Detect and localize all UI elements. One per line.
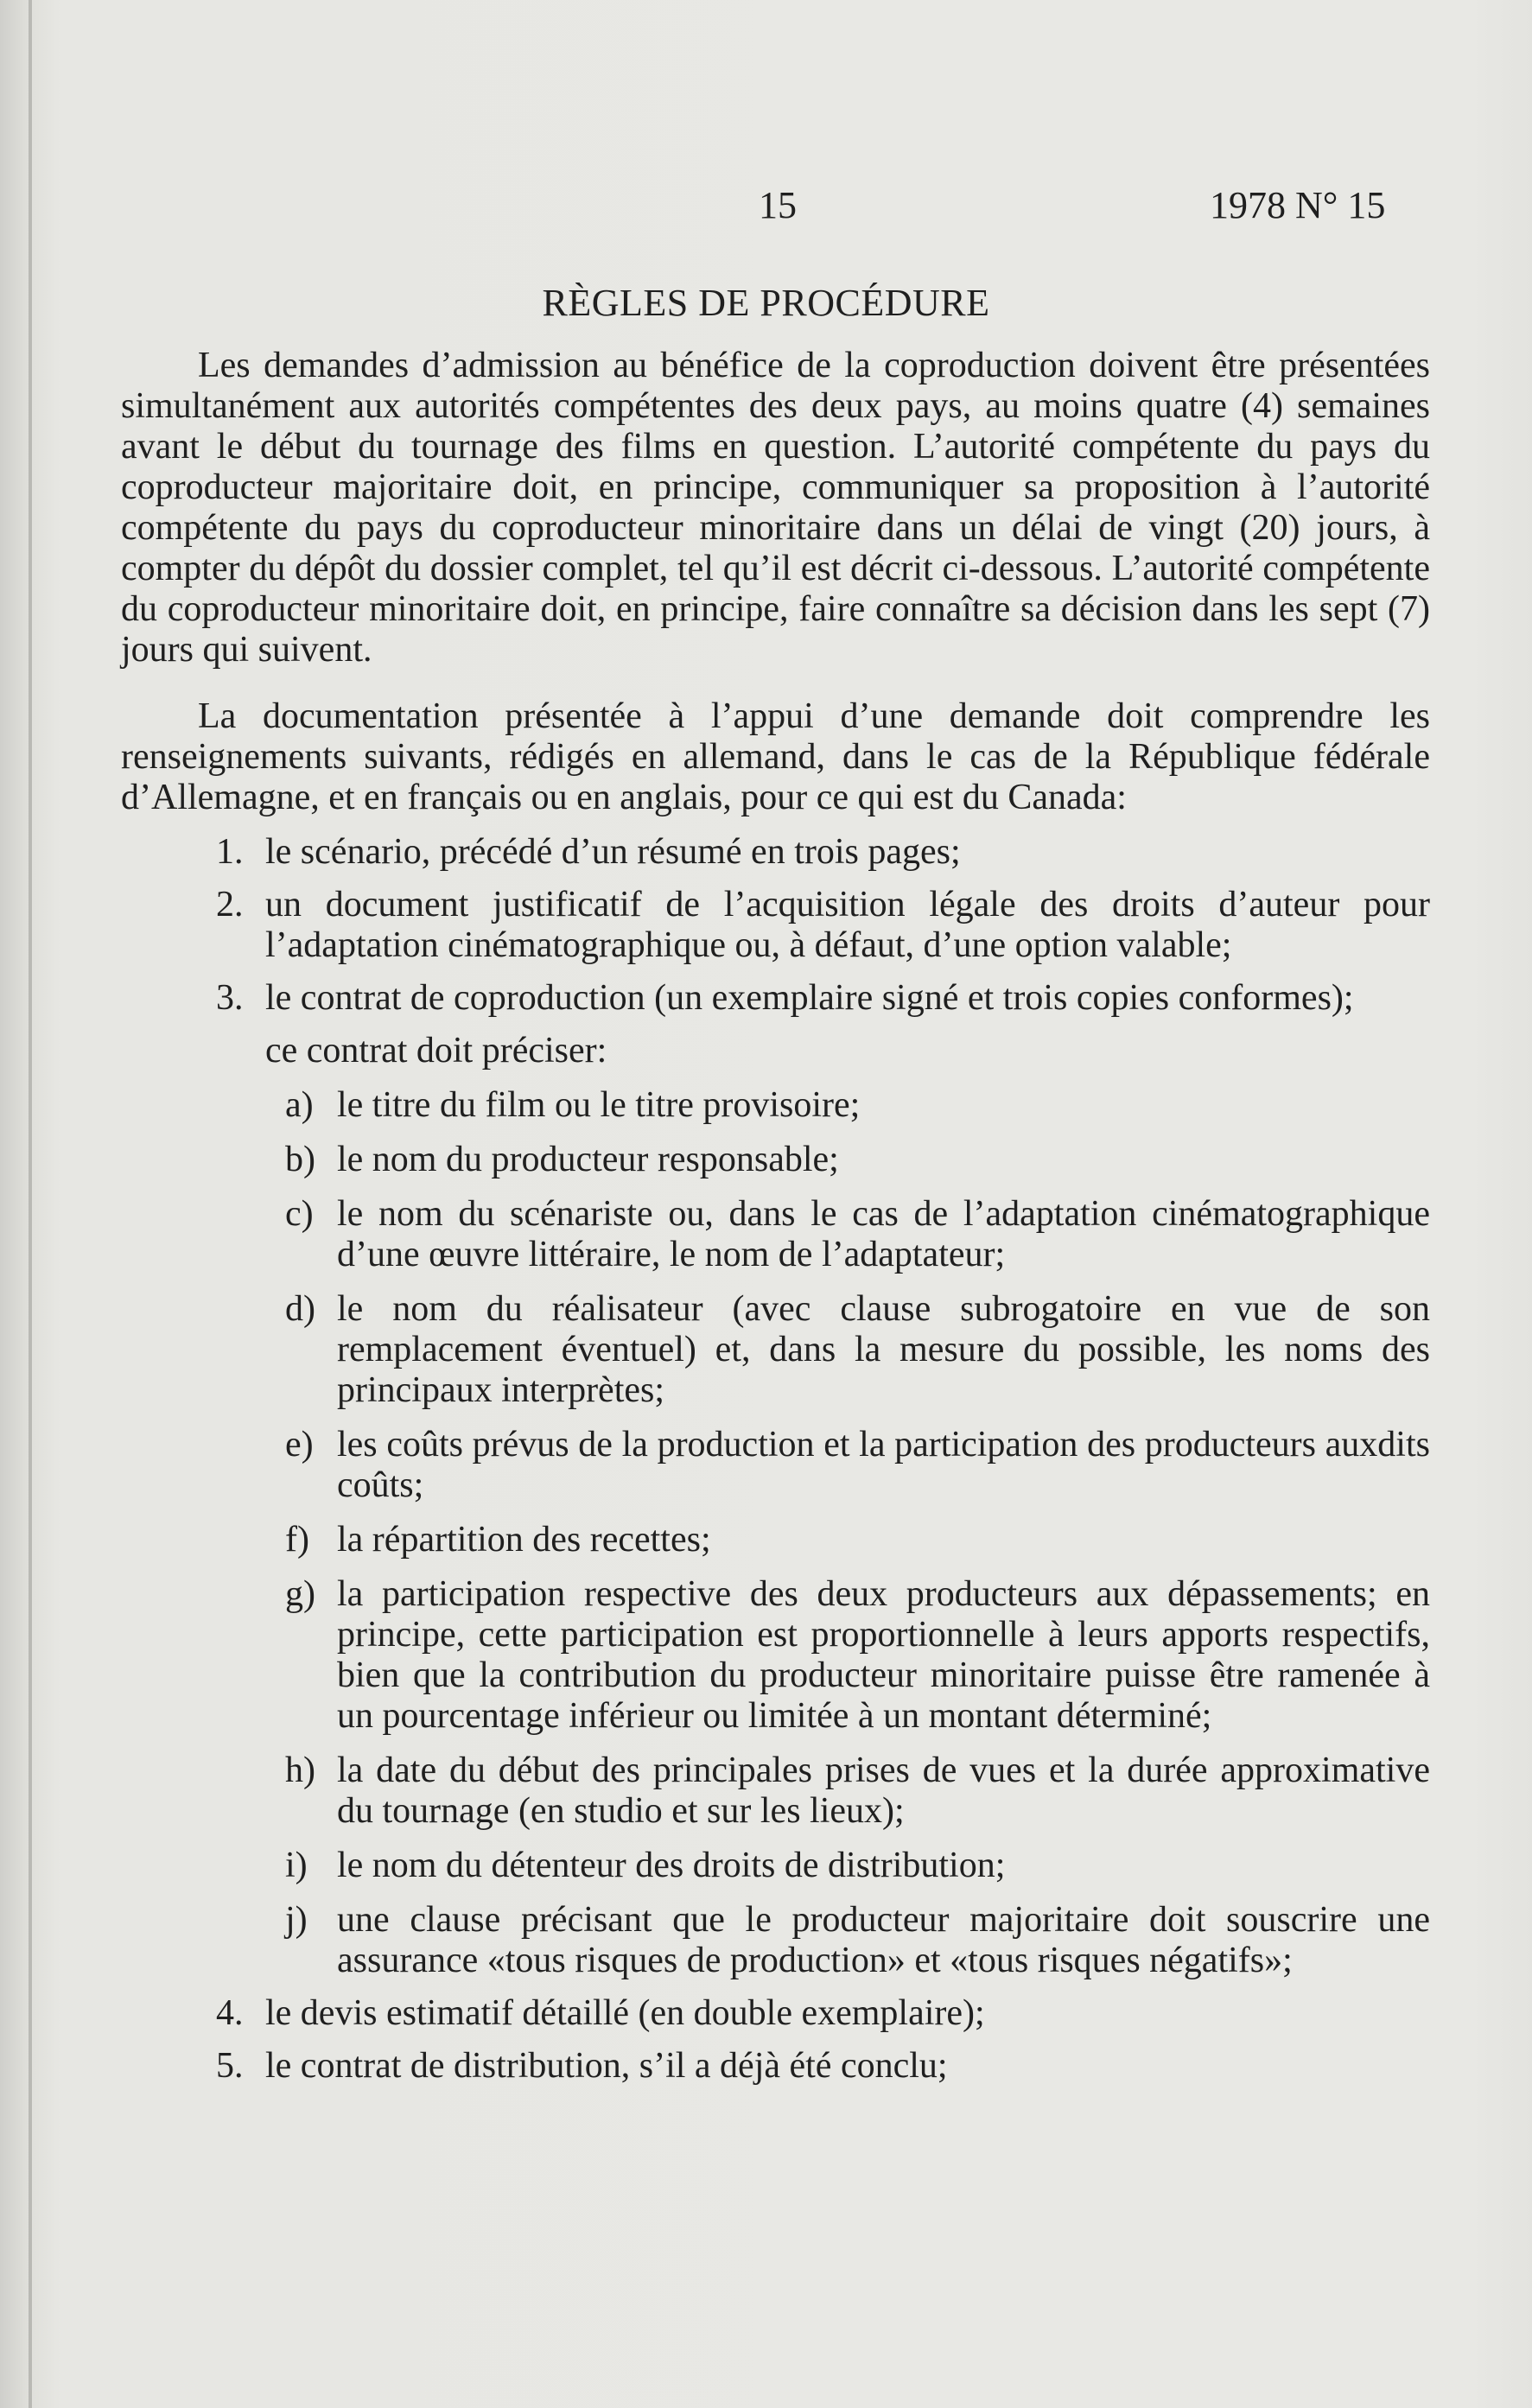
sublist-item-letter: g): [285, 1574, 315, 1614]
list-item-number: 2.: [216, 885, 244, 924]
sublist-item-letter: c): [285, 1194, 314, 1234]
sublist-item-text: les coûts prévus de la production et la participation des producteurs auxdits coûts;: [337, 1425, 1430, 1505]
sublist-item-letter: b): [285, 1140, 315, 1179]
sublist-item-letter: h): [285, 1750, 315, 1790]
list-item: [121, 832, 1430, 873]
sublist-item: [121, 1085, 1430, 1126]
list-item-text: le contrat de distribution, s’il a déjà été conclu;: [265, 2046, 948, 2086]
sublist-item-letter: f): [285, 1520, 309, 1560]
sublist-item-letter: e): [285, 1425, 314, 1464]
sublist-item-text: le nom du réalisateur (avec clause subrogatoire en vue de son remplacement éventuel) et, dans la mesure du possible, les noms des principaux interprètes;: [337, 1289, 1430, 1410]
sublist-item-text: le nom du producteur responsable;: [337, 1140, 839, 1179]
section-title: RÈGLES DE PROCÉDURE: [542, 282, 990, 324]
sublist-item-text: la participation respective des deux producteurs aux dépassements; en principe, cette participation est proportionnelle à leurs apports respectifs, bien que la contribution du producteur minoritaire puisse être ramenée à un pourcentage inférieur ou limitée à un montant déterminé;: [337, 1574, 1430, 1736]
sublist-item: [121, 1750, 1430, 1832]
list-item-text: un document justificatif de l’acquisition légale des droits d’auteur pour l’adaptation cinématographique ou, à défaut, d’une option valable;: [265, 885, 1430, 965]
sublist-item: [121, 1194, 1430, 1275]
binding-edge: [29, 0, 32, 2408]
sublist-item: [121, 1289, 1430, 1411]
list-item: [121, 1993, 1430, 2034]
paragraph-intro: Les demandes d’admission au bénéfice de la coproduction doivent être présentées simultanément aux autorités compétentes des deux pays, au moins quatre (4) semaines avant le début du tournage des films en question. L’autorité compétente du pays du coproducteur majoritaire doit, en principe, communiquer sa proposition à l’autorité compétente du pays du coproducteur minoritaire dans un délai de vingt (20) jours, à compter du dépôt du dossier complet, tel qu’il est décrit ci-dessous. L’autorité compétente du coproducteur minoritaire doit, en principe, faire connaître sa décision dans les sept (7) jours qui suivent.: [121, 346, 1430, 670]
sublist-item-text: la répartition des recettes;: [337, 1520, 711, 1560]
list-item-number: 3.: [216, 978, 244, 1018]
sublist-item-letter: i): [285, 1846, 308, 1885]
document-body: [121, 346, 1430, 2087]
sublist-item-text: une clause précisant que le producteur majoritaire doit souscrire une assurance «tous risques de production» et «tous risques négatifs»;: [337, 1900, 1430, 1980]
sublist-item-letter: j): [285, 1900, 308, 1940]
requirements-list: [121, 832, 1430, 2087]
list-item: [121, 978, 1430, 1019]
list-item-number: 4.: [216, 1993, 244, 2033]
list-item: [121, 2046, 1430, 2087]
sublist-item-text: le titre du film ou le titre provisoire;: [337, 1085, 861, 1125]
list-item: [121, 885, 1430, 966]
sublist-item: [121, 1846, 1430, 1886]
list-item-text: le contrat de coproduction (un exemplaire signé et trois copies conformes);: [265, 978, 1354, 1018]
sublist-item: [121, 1574, 1430, 1737]
page-header: [0, 183, 1532, 235]
list-item-text: le devis estimatif détaillé (en double exemplaire);: [265, 1993, 985, 2033]
page-number: 15: [759, 184, 797, 226]
sublist-item-text: le nom du scénariste ou, dans le cas de l’adaptation cinématographique d’une œuvre littéraire, le nom de l’adaptateur;: [337, 1194, 1430, 1274]
sublist-item-letter: d): [285, 1289, 315, 1329]
sublist-intro: ce contrat doit préciser:: [265, 1031, 607, 1071]
sublist-item-letter: a): [285, 1085, 314, 1125]
sublist-item: [121, 1900, 1430, 1981]
paragraph-documentation: La documentation présentée à l’appui d’une demande doit comprendre les renseignements suivants, rédigés en allemand, dans le cas de la République fédérale d’Allemagne, et en français ou en anglais, pour ce qui est du Canada:: [121, 696, 1430, 817]
sublist-item: [121, 1520, 1430, 1560]
list-item-number: 1.: [216, 832, 244, 872]
sublist-item: [121, 1425, 1430, 1506]
sublist-item-text: le nom du détenteur des droits de distribution;: [337, 1846, 1006, 1885]
list-item-text: le scénario, précédé d’un résumé en trois pages;: [265, 832, 961, 872]
sublist-item: [121, 1140, 1430, 1180]
list-item-number: 5.: [216, 2046, 244, 2086]
sublist-item-text: la date du début des principales prises de vues et la durée approximative du tournage (en studio et sur les lieux);: [337, 1750, 1430, 1831]
year-number: 1978 N° 15: [1210, 184, 1386, 226]
